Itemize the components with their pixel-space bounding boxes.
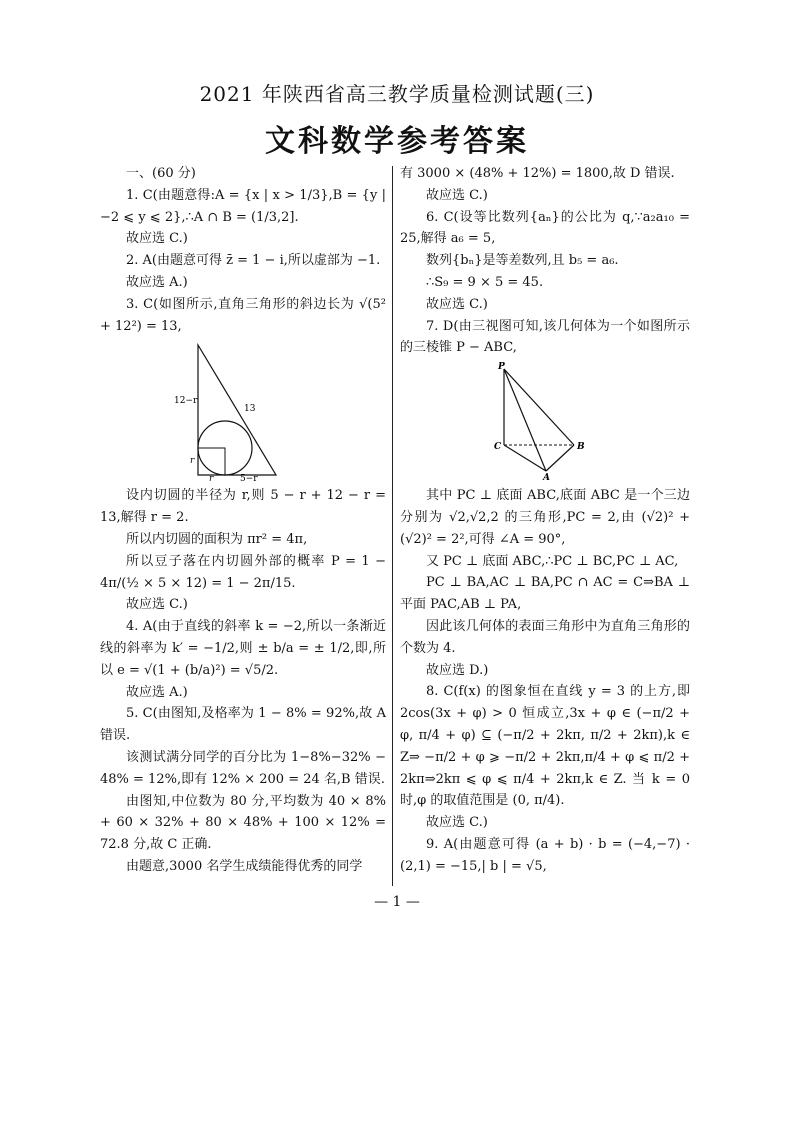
answer-paragraph: 该测试满分同学的百分比为 1−8%−32% − 48% = 12%,即有 12% × 200 = 24 名,B 错误.	[100, 749, 386, 787]
answer-paragraph: 8. C(f(x) 的图象恒在直线 y = 3 的上方,即 2cos(3x + φ) > 0 恒成立,3x + φ ∈ (−π/2 + φ, π/4 + φ) ⊆ (−π/2 + 2kπ, π/2 + 2kπ),k ∈ Z⇒ −π/2 + φ ⩾ −π/2 + 2kπ,π/4 + φ ⩽ π/2 + 2kπ⇒2kπ ⩽ φ ⩽ π/4 + 2kπ,k ∈ Z. 当 k = 0 时,φ 的取值范围是 (0, π/4).	[400, 684, 690, 809]
label-vertex-p: P	[498, 362, 505, 373]
column-divider	[392, 166, 393, 886]
label-base-right: 5−r	[240, 474, 258, 485]
answer-paragraph: 其中 PC ⊥ 底面 ABC,底面 ABC 是一个三边分别为 √2,√2,2 的三角形,PC = 2,由 (√2)² + (√2)² = 2²,可得 ∠A = 90°,	[400, 488, 690, 547]
answer-paragraph: 2. A(由题意可得 z̄ = 1 − i,所以虚部为 −1.	[126, 253, 381, 269]
answer-paragraph: 7. D(由三视图可知,该几何体为一个如图所示的三棱锥 P − ABC,	[400, 318, 690, 356]
document-title: 2021 年陕西省高三教学质量检测试题(三)	[199, 82, 595, 106]
right-column	[400, 163, 690, 878]
answer-paragraph: 故应选 A.)	[126, 684, 188, 700]
label-vertex-b: B	[577, 442, 585, 453]
answer-paragraph: 所以内切圆的面积为 πr² = 4π,	[126, 531, 308, 547]
answer-paragraph: 故应选 C.)	[126, 597, 188, 613]
label-leg-vertical: 12−r	[174, 396, 198, 407]
pyramid-figure	[490, 362, 600, 484]
answer-paragraph: 有 3000 × (48% + 12%) = 1800,故 D 错误.	[400, 166, 675, 181]
answer-paragraph: 6. C(设等比数列{aₙ}的公比为 q,∵a₂a₁₀ = 25,解得 a₆ = 5,	[400, 209, 690, 247]
answer-paragraph: 故应选 A.)	[126, 274, 188, 290]
answer-paragraph: 5. C(由图知,及格率为 1 − 8% = 92%,故 A 错误.	[100, 706, 386, 744]
label-vertex-a: A	[543, 473, 550, 484]
answer-paragraph: 所以豆子落在内切圆外部的概率 P = 1 − 4π/(½ × 5 × 12) = 1 − 2π/15.	[100, 553, 386, 591]
answer-paragraph: 故应选 D.)	[426, 662, 489, 678]
answer-paragraph: PC ⊥ BA,AC ⊥ BA,PC ∩ AC = C⇒BA ⊥ 平面 PAC,AB ⊥ PA,	[400, 575, 690, 613]
answer-paragraph: 故应选 C.)	[426, 815, 488, 831]
section-heading: 一、(60 分)	[126, 166, 196, 181]
page-number: — 1 —	[374, 894, 420, 910]
answer-paragraph: ∴S₉ = 9 × 5 = 45.	[426, 274, 544, 290]
left-column	[100, 163, 386, 878]
answer-paragraph: 3. C(如图所示,直角三角形的斜边长为 √(5² + 12²) = 13,	[100, 296, 386, 334]
answer-paragraph: 又 PC ⊥ 底面 ABC,∴PC ⊥ BC,PC ⊥ AC,	[426, 553, 679, 569]
answer-paragraph: 故应选 C.)	[126, 231, 188, 247]
triangle-incircle-figure	[174, 341, 298, 485]
answer-paragraph: 9. A(由题意可得 (a + b) · b = (−4,−7) · (2,1) = −15,| b | = √5,	[400, 836, 690, 874]
answer-paragraph: 数列{bₙ}是等差数列,且 b₅ = a₆.	[426, 253, 619, 269]
answer-paragraph: 因此该几何体的表面三角形中为直角三角形的个数为 4.	[400, 618, 690, 656]
document-subtitle: 文科数学参考答案	[265, 124, 529, 159]
answer-paragraph: 故应选 C.)	[426, 187, 488, 203]
answer-paragraph: 由题意,3000 名学生成绩能得优秀的同学	[126, 858, 363, 874]
answer-paragraph: 设内切圆的半径为 r,则 5 − r + 12 − r = 13,解得 r = 2.	[100, 488, 386, 526]
answer-paragraph: 由图知,中位数为 80 分,平均数为 40 × 8% + 60 × 32% + 80 × 48% + 100 × 12% = 72.8 分,故 C 正确.	[100, 793, 386, 853]
label-radius: r	[190, 456, 195, 467]
label-base-left: r	[209, 474, 214, 485]
label-hypotenuse: 13	[244, 404, 256, 415]
label-vertex-c: C	[494, 442, 502, 453]
answer-paragraph: 4. A(由于直线的斜率 k = −2,所以一条渐近线的斜率为 k′ = −1/2,则 ± b/a = ± 1/2,即,所以 e = √(1 + (b/a)²) = √5/2.	[100, 619, 386, 678]
answer-paragraph: 故应选 C.)	[426, 296, 488, 312]
answer-paragraph: 1. C(由题意得:A = {x | x > 1/3},B = {y | −2 ⩽ y ⩽ 2},∴A ∩ B = (1/3,2].	[100, 187, 386, 225]
